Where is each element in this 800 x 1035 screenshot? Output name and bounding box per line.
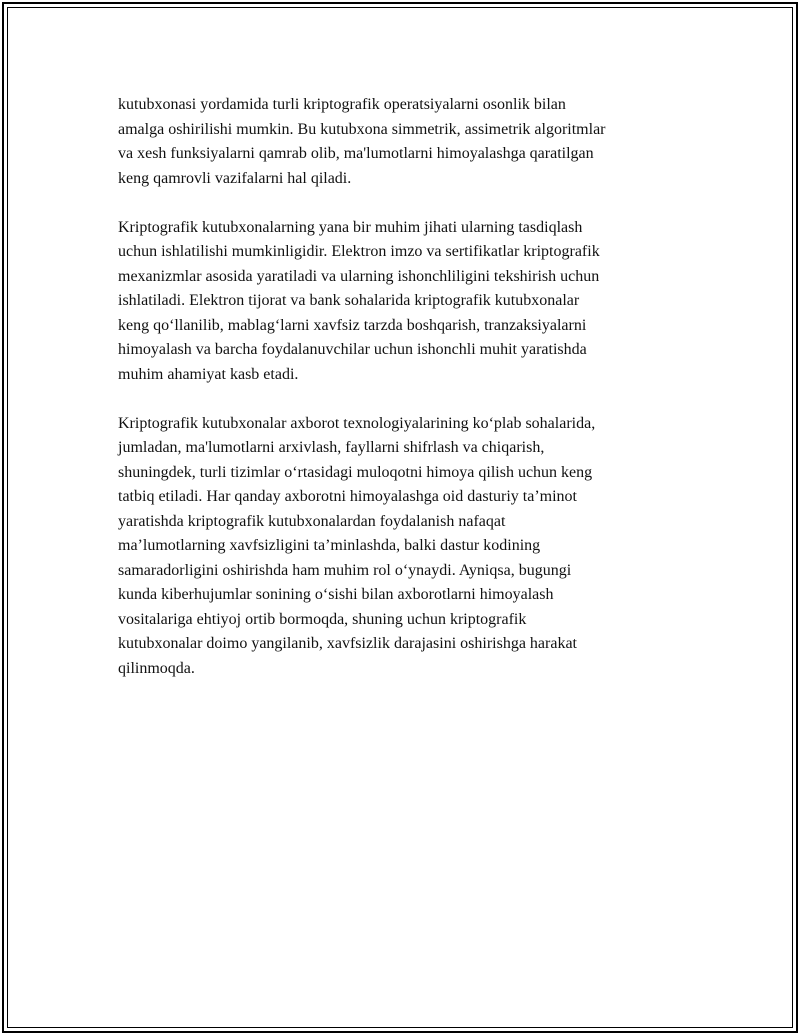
text-line: samaradorligini oshirishda ham muhim rol o‘ynaydi. Ayniqsa, bugungi: [118, 561, 572, 579]
text-line: ma’lumotlarning xavfsizligini ta’minlashda, balki dastur kodining: [118, 537, 541, 554]
paragraph-3: [118, 412, 698, 682]
text-line: ishlatiladi. Elektron tijorat va bank sohalarida kriptografik kutubxonalar: [118, 292, 580, 309]
text-line: yaratishda kriptografik kutubxonalardan foydalanish nafaqat: [118, 512, 506, 530]
text-line: Kriptografik kutubxonalarning yana bir muhim jihati ularning tasdiqlash: [118, 218, 583, 236]
text-line: vositalariga ehtiyoj ortib bormoqda, shuning uchun kriptografik: [118, 610, 527, 628]
document-body: [118, 93, 698, 706]
paragraph-1: [118, 93, 698, 191]
text-line: uchun ishlatilishi mumkinligidir. Elektron imzo va sertifikatlar kriptografik: [118, 243, 600, 260]
text-line: kutubxonasi yordamida turli kriptografik operatsiyalarni osonlik bilan: [118, 96, 566, 113]
text-line: va xesh funksiyalarni qamrab olib, ma'lumotlarni himoyalashga qaratilgan: [118, 145, 594, 162]
text-line: kunda kiberhujumlar sonining o‘sishi bilan axborotlarni himoyalash: [118, 586, 554, 603]
text-line: jumladan, ma'lumotlarni arxivlash, fayllarni shifrlash va chiqarish,: [118, 439, 545, 456]
text-line: shuningdek, turli tizimlar o‘rtasidagi muloqotni himoya qilish uchun keng: [118, 463, 593, 481]
text-line: keng qo‘llanilib, mablag‘larni xavfsiz tarzda boshqarish, tranzaksiyalarni: [118, 316, 587, 334]
text-line: qilinmoqda.: [118, 659, 195, 677]
paragraph-2: [118, 216, 698, 388]
text-line: himoyalash va barcha foydalanuvchilar uchun ishonchli muhit yaratishda: [118, 341, 587, 358]
text-line: kutubxonalar doimo yangilanib, xavfsizlik darajasini oshirishga harakat: [118, 635, 577, 652]
text-line: amalga oshirilishi mumkin. Bu kutubxona simmetrik, assimetrik algoritmlar: [118, 120, 606, 138]
text-line: Kriptografik kutubxonalar axborot texnologiyalarining ko‘plab sohalarida,: [118, 414, 596, 432]
text-line: muhim ahamiyat kasb etadi.: [118, 365, 299, 383]
text-line: keng qamrovli vazifalarni hal qiladi.: [118, 169, 352, 187]
text-line: mexanizmlar asosida yaratiladi va ularning ishonchliligini tekshirish uchun: [118, 267, 600, 285]
text-line: tatbiq etiladi. Har qanday axborotni himoyalashga oid dasturiy ta’minot: [118, 488, 577, 505]
